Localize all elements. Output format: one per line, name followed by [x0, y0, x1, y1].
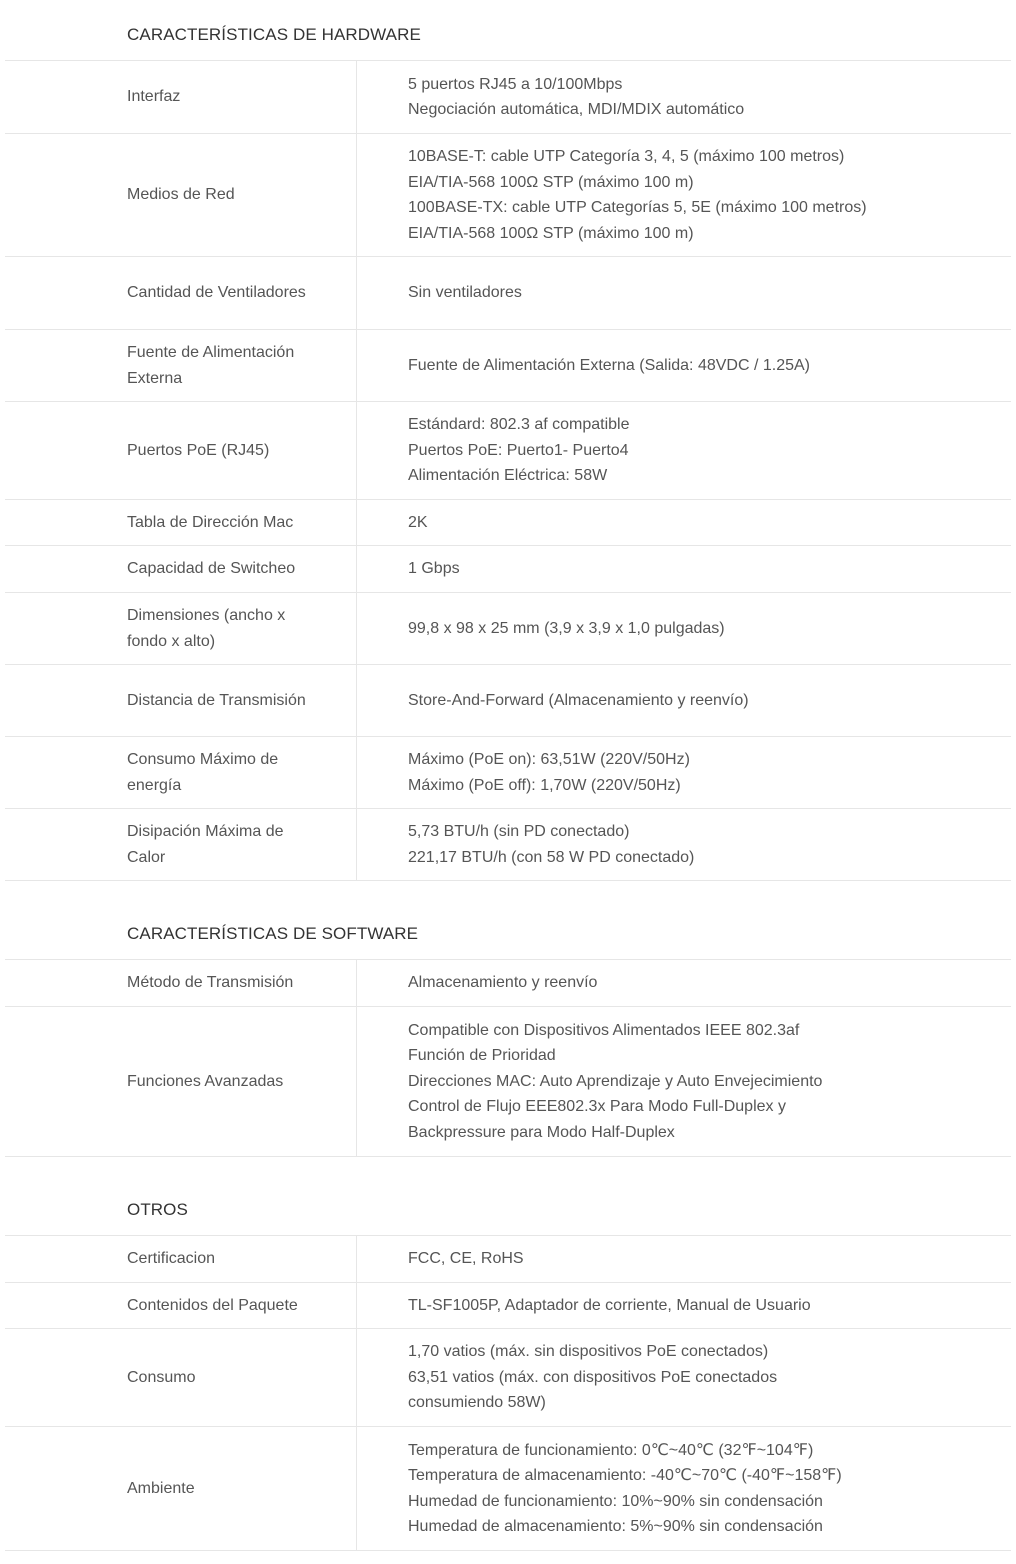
- spec-value-line: consumiendo 58W): [408, 1394, 546, 1412]
- spec-value: [357, 500, 1011, 545]
- spec-value-line: FCC, CE, RoHS: [408, 1250, 524, 1268]
- spec-value-line: 5 puertos RJ45 a 10/100Mbps: [408, 75, 623, 93]
- spec-label: Puertos PoE (RJ45): [5, 402, 357, 499]
- spec-label: Consumo Máximo de energía: [5, 737, 357, 808]
- spec-label: Cantidad de Ventiladores: [5, 257, 357, 329]
- spec-label: Consumo: [5, 1329, 357, 1426]
- spec-value-line: 1 Gbps: [408, 560, 460, 578]
- spec-value-line: Máximo (PoE off): 1,70W (220V/50Hz): [408, 776, 681, 794]
- spec-label: Medios de Red: [5, 134, 357, 256]
- spec-label: Contenidos del Paquete: [5, 1283, 357, 1328]
- spec-label: Ambiente: [5, 1427, 357, 1550]
- spec-value-line: Estándard: 802.3 af compatible: [408, 416, 630, 434]
- spec-value-line: Negociación automática, MDI/MDIX automático: [408, 101, 745, 118]
- spec-value-line: EIA/TIA-568 100Ω STP (máximo 100 m): [408, 224, 694, 242]
- spec-label: Certificacion: [5, 1236, 357, 1282]
- spec-value-line: 221,17 BTU/h (con 58 W PD conectado): [408, 848, 695, 866]
- spec-value-line: 63,51 vatios (máx. con dispositivos PoE conectados: [408, 1368, 778, 1386]
- spec-value: [357, 593, 1011, 664]
- spec-value: [357, 960, 1011, 1006]
- spec-value: [357, 1007, 1011, 1156]
- table-row: [5, 546, 1011, 593]
- spec-value-line: Almacenamiento y reenvío: [408, 974, 598, 992]
- spec-value: [357, 1283, 1011, 1328]
- spec-value-line: Control de Flujo EEE802.3x Para Modo Full-Duplex y: [408, 1098, 786, 1116]
- spec-value-line: Máximo (PoE on): 63,51W (220V/50Hz): [408, 751, 690, 768]
- spec-value-line: Humedad de almacenamiento: 5%~90% sin condensación: [408, 1518, 823, 1535]
- spec-value: [357, 257, 1011, 329]
- spec-value: [357, 1236, 1011, 1282]
- spec-value-line: EIA/TIA-568 100Ω STP (máximo 100 m): [408, 173, 694, 191]
- spec-value-line: TL-SF1005P, Adaptador de corriente, Manual de Usuario: [408, 1296, 811, 1314]
- table-row: [5, 257, 1011, 330]
- spec-label: Método de Transmisión: [5, 960, 357, 1006]
- table-row: [5, 665, 1011, 737]
- table-row: [5, 960, 1011, 1007]
- spec-value: [357, 134, 1011, 256]
- spec-value-line: 1,70 vatios (máx. sin dispositivos PoE conectados): [408, 1343, 769, 1361]
- table-row: [5, 593, 1011, 665]
- table-row: [5, 134, 1011, 257]
- spec-value: [357, 809, 1011, 880]
- spec-value: [357, 330, 1011, 401]
- spec-label: Capacidad de Switcheo: [5, 546, 357, 592]
- table-row: [5, 1007, 1011, 1157]
- table-row: [5, 61, 1011, 134]
- spec-value-line: 99,8 x 98 x 25 mm (3,9 x 3,9 x 1,0 pulgadas): [408, 619, 725, 637]
- spec-value-line: Sin ventiladores: [408, 284, 522, 302]
- spec-value-line: Fuente de Alimentación Externa (Salida: 48VDC / 1.25A): [408, 356, 810, 374]
- spec-value: [357, 737, 1011, 808]
- spec-value-line: Compatible con Dispositivos Alimentados IEEE 802.3af: [408, 1021, 800, 1039]
- spec-value-line: Temperatura de almacenamiento: -40℃~70℃ (-40℉~158℉): [408, 1467, 842, 1484]
- table-row: [5, 809, 1011, 881]
- spec-value-line: Temperatura de funcionamiento: 0℃~40℃ (32℉~104℉): [408, 1441, 814, 1459]
- section-title-software: CARACTERÍSTICAS DE SOFTWARE: [127, 924, 419, 943]
- spec-value-line: 10BASE-T: cable UTP Categoría 3, 4, 5 (máximo 100 metros): [408, 148, 845, 165]
- spec-table-hardware: [5, 60, 1011, 881]
- spec-value-line: 2K: [408, 513, 428, 531]
- spec-table-software: [5, 959, 1011, 1157]
- spec-value: [357, 546, 1011, 592]
- section-title-hardware: CARACTERÍSTICAS DE HARDWARE: [127, 25, 421, 44]
- table-row: [5, 737, 1011, 809]
- table-row: [5, 330, 1011, 402]
- spec-table-otros: [5, 1235, 1011, 1551]
- spec-value-line: Alimentación Eléctrica: 58W: [408, 467, 608, 485]
- spec-value-line: 5,73 BTU/h (sin PD conectado): [408, 823, 630, 840]
- spec-value-line: Backpressure para Modo Half-Duplex: [408, 1123, 675, 1141]
- spec-label: Tabla de Dirección Mac: [5, 500, 357, 545]
- spec-label: Funciones Avanzadas: [5, 1007, 357, 1156]
- spec-value: [357, 665, 1011, 736]
- table-row: [5, 1329, 1011, 1427]
- spec-value-line: 100BASE-TX: cable UTP Categorías 5, 5E (máximo 100 metros): [408, 199, 867, 216]
- spec-value-line: Humedad de funcionamiento: 10%~90% sin condensación: [408, 1492, 823, 1510]
- spec-label: Distancia de Transmisión: [5, 665, 357, 736]
- table-row: [5, 1283, 1011, 1329]
- spec-value: [357, 1427, 1011, 1550]
- table-row: [5, 1427, 1011, 1551]
- section-title-otros: OTROS: [127, 1200, 188, 1219]
- spec-label: Disipación Máxima de Calor: [5, 809, 357, 880]
- table-row: [5, 500, 1011, 546]
- spec-value: [357, 402, 1011, 499]
- table-row: [5, 1236, 1011, 1283]
- table-row: [5, 402, 1011, 500]
- spec-label: Fuente de Alimentación Externa: [5, 330, 357, 401]
- spec-label: Interfaz: [5, 61, 357, 133]
- spec-label: Dimensiones (ancho x fondo x alto): [5, 593, 357, 664]
- spec-value-line: Store-And-Forward (Almacenamiento y reenvío): [408, 691, 749, 709]
- spec-value: [357, 61, 1011, 133]
- spec-value-line: Puertos PoE: Puerto1- Puerto4: [408, 441, 629, 459]
- spec-value-line: Direcciones MAC: Auto Aprendizaje y Auto Envejecimiento: [408, 1072, 823, 1090]
- spec-value: [357, 1329, 1011, 1426]
- spec-value-line: Función de Prioridad: [408, 1047, 556, 1065]
